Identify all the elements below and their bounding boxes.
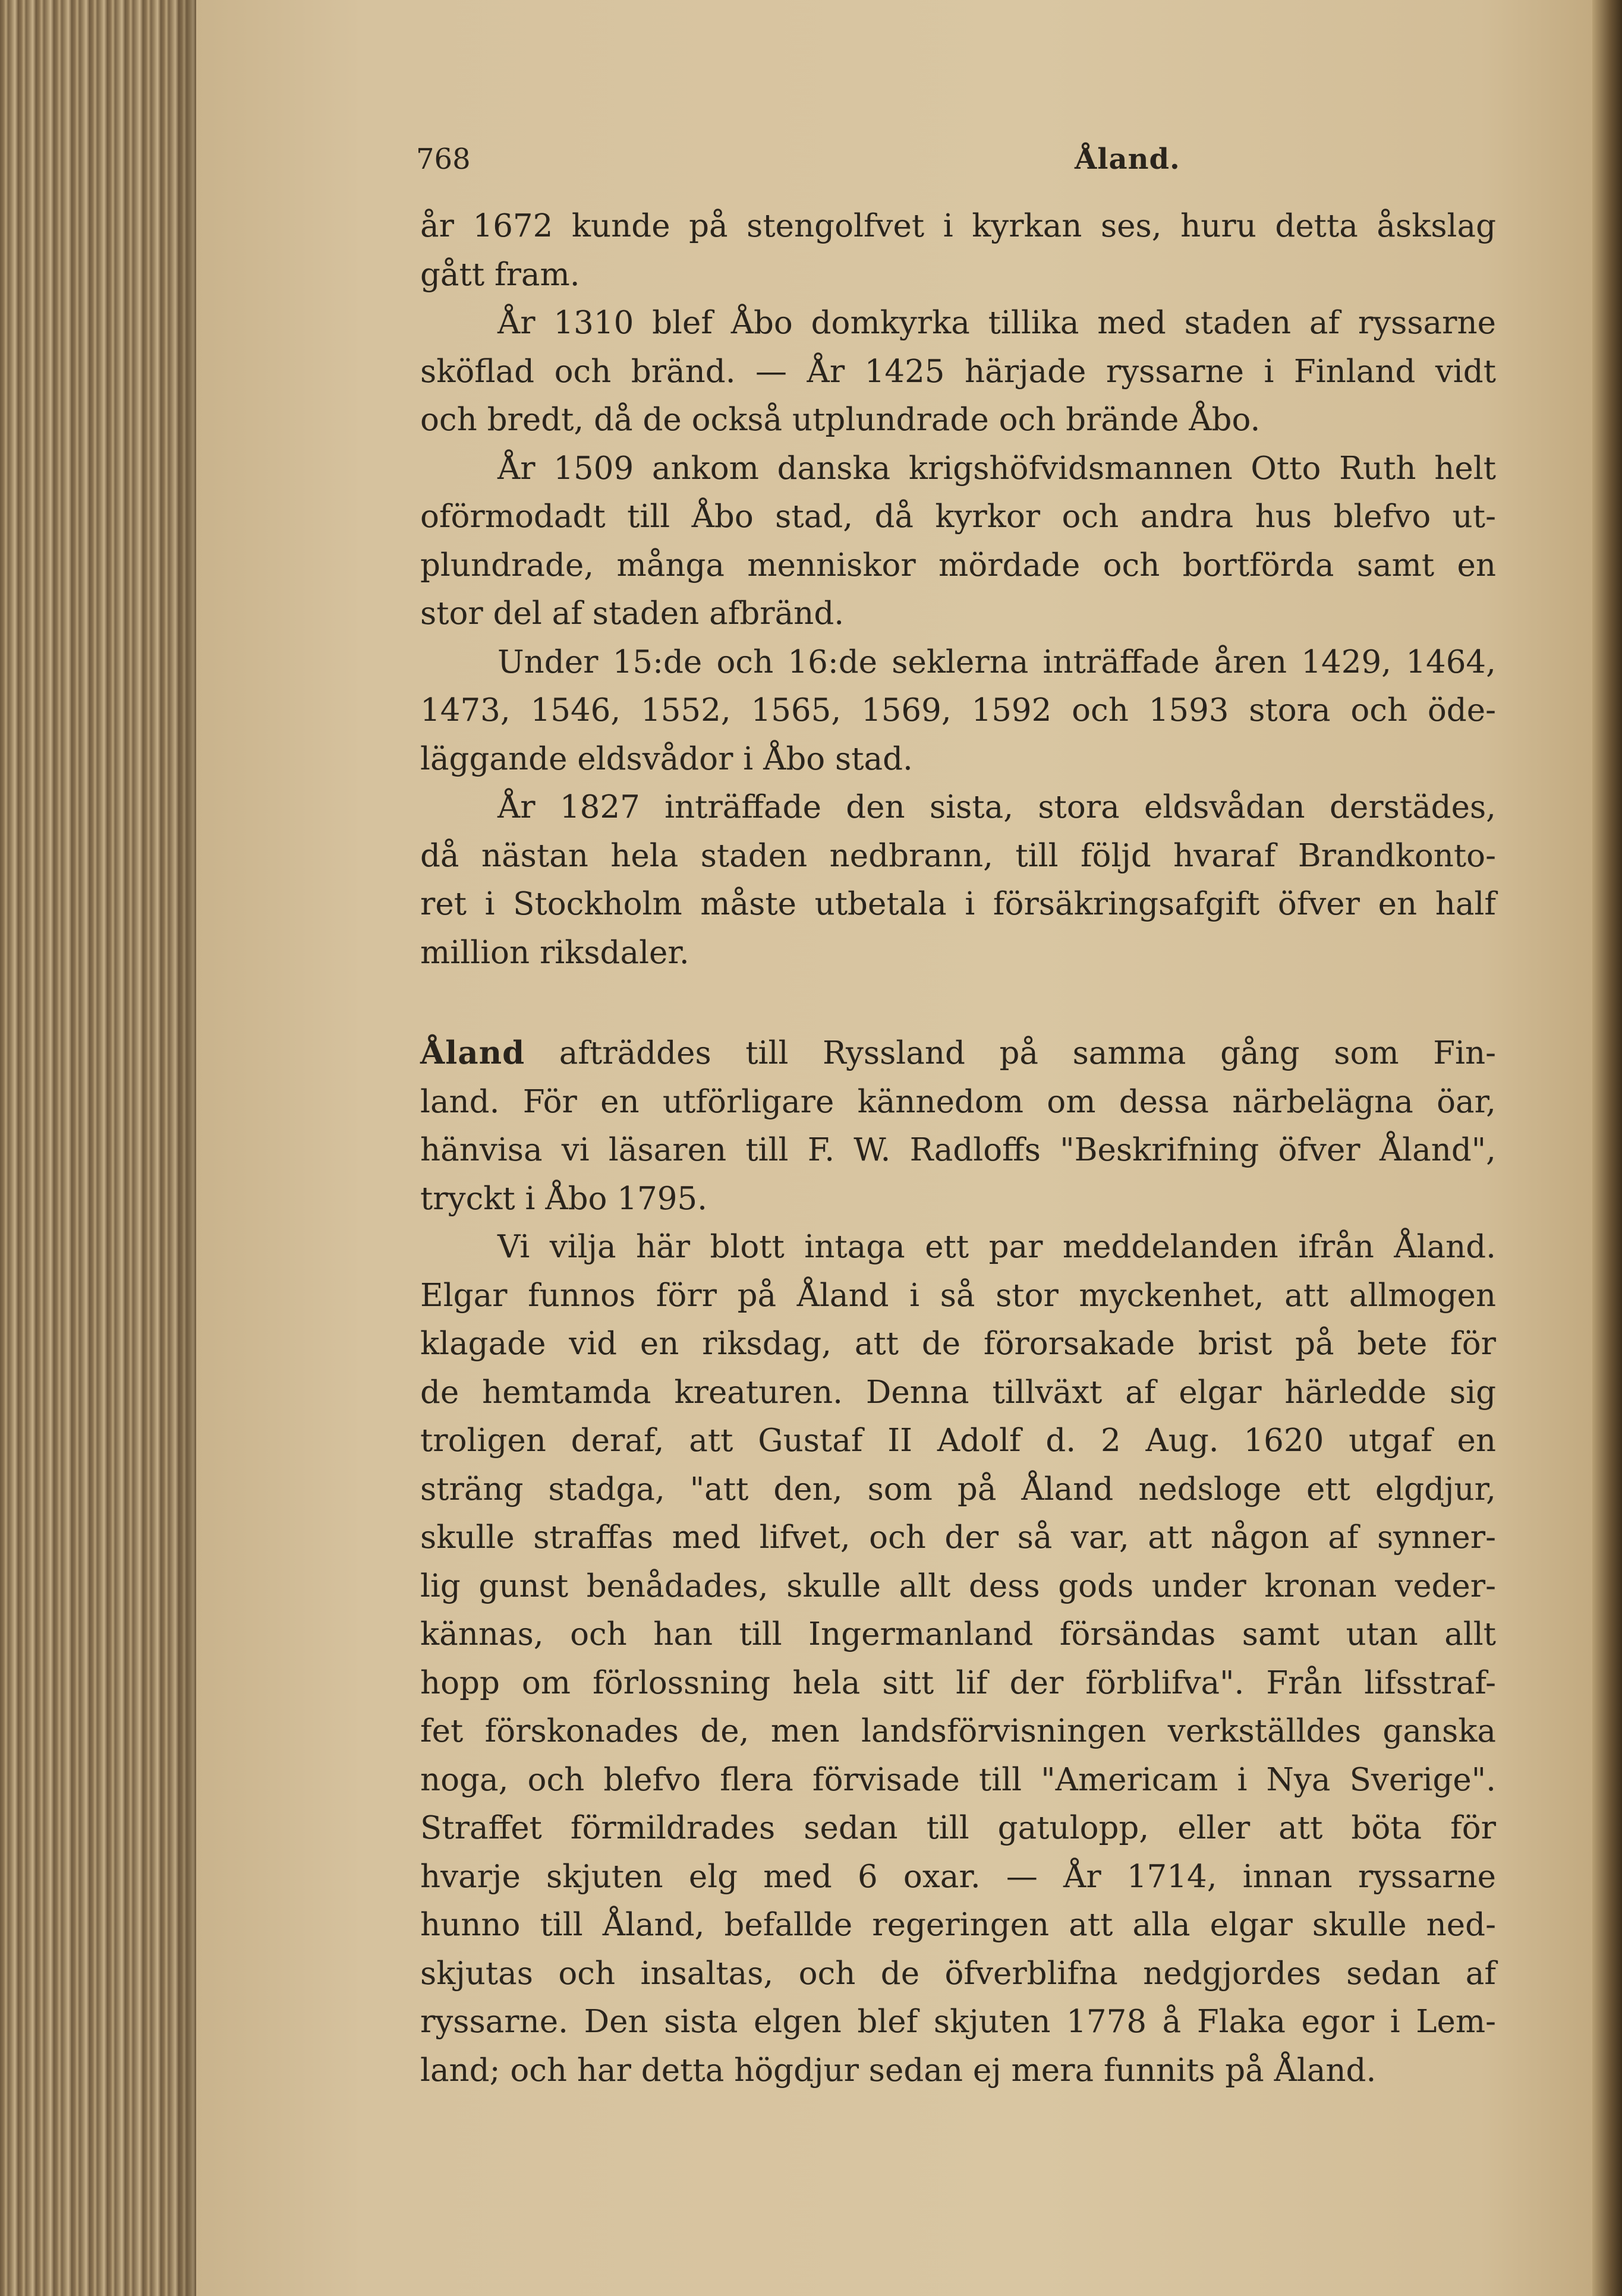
text-line: fet förskonades de, men landsförvisningen verkställdes ganska xyxy=(420,1713,1496,1749)
text-line: tryckt i Åbo 1795. xyxy=(420,1180,708,1217)
text-line: skjutas och insaltas, och de öfverblifna nedgjordes sedan af xyxy=(420,1955,1496,1992)
text-line: År 1827 inträffade den sista, stora eldsvådan derstädes, xyxy=(497,789,1496,825)
text-line: och bredt, då de också utplundrade och brände Åbo. xyxy=(420,402,1261,438)
text-line: då nästan hela staden nedbrann, till följd hvaraf Brandkonto- xyxy=(420,837,1496,874)
section-lead-word: Åland xyxy=(420,1035,525,1071)
text-line: hunno till Åland, befallde regeringen att alla elgar skulle ned- xyxy=(420,1907,1496,1943)
text-line: land; och har detta högdjur sedan ej mera funnits på Åland. xyxy=(420,2052,1377,2089)
text-line: hopp om förlossning hela sitt lif der förblifva". Från lifsstraf- xyxy=(420,1664,1496,1701)
text-line: kännas, och han till Ingermanland försändas samt utan allt xyxy=(420,1616,1496,1652)
text-line: oförmodadt till Åbo stad, då kyrkor och andra hus blefvo ut- xyxy=(420,499,1496,535)
text-line: år 1672 kunde på stengolfvet i kyrkan ses, huru detta åskslag xyxy=(420,208,1496,244)
section-first-line-rest: afträddes till Ryssland på samma gång som Fin- xyxy=(525,1035,1496,1071)
text-line: million riksdaler. xyxy=(420,934,689,971)
text-line: lig gunst benådades, skulle allt dess gods under kronan veder- xyxy=(420,1568,1496,1604)
section-gap xyxy=(420,977,1496,1029)
text-line: hänvisa vi läsaren till F. W. Radloffs "Beskrifning öfver Åland", xyxy=(420,1132,1496,1168)
text-line: plundrade, många menniskor mördade och bortförda samt en xyxy=(420,547,1496,584)
section-first-line xyxy=(420,1029,1496,1078)
text-line: de hemtamda kreaturen. Denna tillväxt af elgar härledde sig xyxy=(420,1374,1496,1411)
text-line: ret i Stockholm måste utbetala i försäkringsafgift öfver en half xyxy=(420,886,1496,922)
text-line: noga, och blefvo flera förvisade till "Americam i Nya Sverige". xyxy=(420,1761,1496,1798)
text-line: 1473, 1546, 1552, 1565, 1569, 1592 och 1593 stora och öde- xyxy=(420,692,1496,728)
text-line: Under 15:de och 16:de seklerna inträffade åren 1429, 1464, xyxy=(497,644,1496,680)
text-line: stor del af staden afbränd. xyxy=(420,595,845,632)
body-text xyxy=(420,202,1496,2095)
text-line: troligen deraf, att Gustaf II Adolf d. 2 Aug. 1620 utgaf en xyxy=(420,1423,1496,1459)
text-line: År 1310 blef Åbo domkyrka tillika med staden af ryssarne xyxy=(497,305,1496,341)
book-page-edges xyxy=(0,0,196,2296)
page-header xyxy=(416,143,1605,190)
text-line: klagade vid en riksdag, att de förorsakade brist på bete för xyxy=(420,1326,1496,1362)
text-line: Vi vilja här blott intaga ett par meddelanden ifrån Åland. xyxy=(497,1229,1496,1265)
text-line: gått fram. xyxy=(420,256,580,293)
page-right-edge xyxy=(1592,0,1622,2296)
text-line: skulle straffas med lifvet, och der så var, att någon af synner- xyxy=(420,1519,1496,1556)
text-line: ryssarne. Den sista elgen blef skjuten 1778 å Flaka egor i Lem- xyxy=(420,2004,1496,2040)
text-line: Straffet förmildrades sedan till gatulopp, eller att böta för xyxy=(420,1810,1496,1846)
text-line: sträng stadga, "att den, som på Åland nedsloge ett elgdjur, xyxy=(420,1471,1496,1507)
text-line: sköflad och bränd. — År 1425 härjade ryssarne i Finland vidt xyxy=(420,353,1496,390)
page-number: 768 xyxy=(416,143,471,176)
text-line: Elgar funnos förr på Åland i så stor myckenhet, att allmogen xyxy=(420,1277,1496,1314)
text-line: land. För en utförligare kännedom om dessa närbelägna öar, xyxy=(420,1083,1496,1120)
text-line: läggande eldsvådor i Åbo stad. xyxy=(420,740,913,777)
text-line: År 1509 ankom danska krigshöfvidsmannen Otto Ruth helt xyxy=(497,450,1496,487)
running-title: Åland. xyxy=(1075,143,1180,176)
text-line: hvarje skjuten elg med 6 oxar. — År 1714, innan ryssarne xyxy=(420,1858,1496,1895)
